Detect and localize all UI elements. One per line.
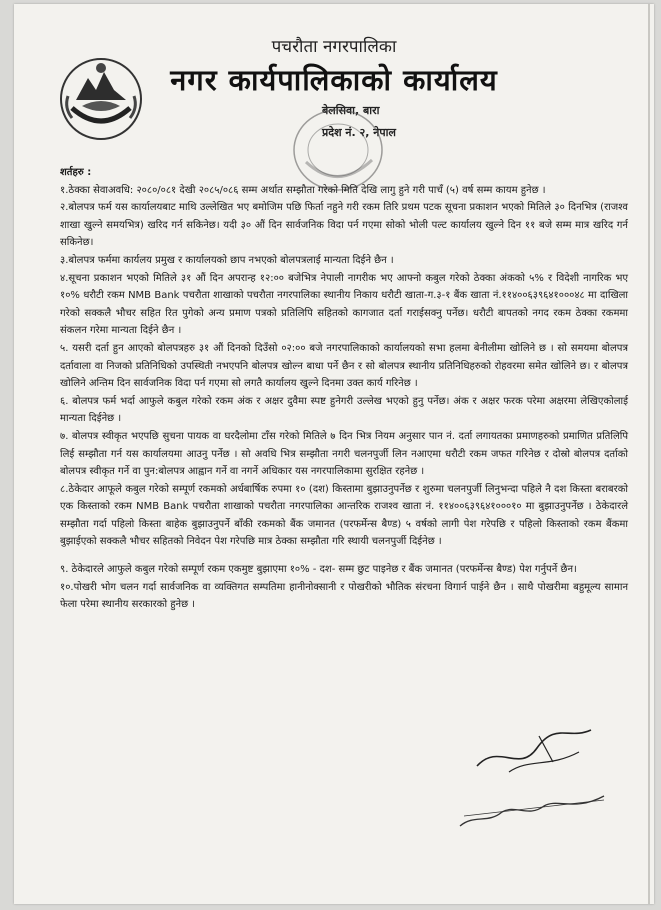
term-item-4: ४.सूचना प्रकाशन भएको मितिले ३१ औं दिन अपरान्ह १२:०० बजेभित्र नेपाली नागरीक भए आफ्नो कबुल गरेको ठेक्का अंकको ५% र विदेशी नागरिक भए १०% धरौटी रकम NMB Bank पचरौता शाखाको पचरौता नगरपालिका स्थानीय निकाय धरौटी खाता-ग.३-१ बैंक खाता नं.११४००६३९६४१०००४८ मा दाखिला गरेको सक्कलै भौचर सहित रित पुगेको अन्य प्रमाण पत्रको प्रतिलिपि सहितको कागजात दर्ता गराईसक्नु पर्नेछ। धरौटी बापतको नगद रकम ठेक्का रकममा संकलन गरेमा मान्यता दिईने छैन । (60, 272, 628, 337)
address-line-1: बेलसिवा, बारा (322, 104, 380, 117)
document-page (14, 4, 654, 904)
terms-heading: शर्तहरु : (60, 167, 92, 178)
term-item-10: १०.पोखरी भोग चलन गर्दा सार्वजनिक वा व्यक्तिगत सम्पतिमा हानीनोक्सानी र पोखरीको भौतिक संरचना विगार्न पाईने छैन । साथै पोखरीमा बहुमूल्य सामान फेला परेमा स्थानीय सरकारको हुनेछ । (60, 581, 628, 611)
signature-image (469, 722, 599, 782)
page-fold (648, 4, 650, 904)
terms-section (60, 164, 628, 614)
signatory-handwriting (454, 786, 614, 834)
term-item-6: ६. बोलपत्र फर्म भर्दा आफुले कबुल गरेको रकम अंक र अक्षर दुवैमा स्पष्ट हुनेगरी उल्लेख भएको हुनु पर्नेछ। अंक र अक्षर फरक परेमा अक्षरमा लेखिएकोलाई मान्यता दिईनेछ । (60, 395, 628, 425)
term-item-7: ७. बोलपत्र स्वीकृत भएपछि सुचना पायक वा घरदैलोमा टाँस गरेको मितिले ७ दिन भित्र नियम अनुसार पान नं. दर्ता लगायतका प्रमाणहरुको प्रमाणित प्रतिलिपि लिई सम्झौता गर्न यस कार्यालयमा आउनु पर्नेछ । सो अवधि भित्र सम्झौता नगरी चलनपुर्जी लिन नआएमा धरौटी रकम जफत गरिनेछ र दोस्रो बोलपत्र दर्ताको बोलपत्र स्वीकृत गर्ने वा पुन:बोलपत्र आह्वान गर्ने वा नगर्ने अधिकार यस नगरपालिकामा सुरक्षित रहनेछ । (60, 430, 628, 478)
org-name: पचरौता नगरपालिका (271, 37, 397, 57)
term-item-1: १.ठेक्का सेवाअवधि: २०८०/०८१ देखी २०८५/०८६ सम्म अर्थात सम्झौता गरेको मिति देखि लागु हुने गरी पाचँ (५) वर्ष सम्म कायम हुनेछ । (60, 184, 546, 196)
term-item-2: २.बोलपत्र फर्म यस कार्यालयबाट माथि उल्लेखित भए बमोजिम पछि फिर्ता नहुने गरी रकम तिरि प्रथम पटक सूचना प्रकाशन भएको मितिले ३० दिनभित्र (राजश्व शाखा खुल्ने समयभित्र) खरिद गर्न सकिनेछ। यदी ३० औं दिन सार्वजनिक विदा पर्न गएमा सोको भोली पल्ट कार्यालय खुल्ने दिन ११ बजे सम्म मात्र खरिद गर्न सकिनेछ। (60, 202, 628, 249)
term-item-5: ५. यसरी दर्ता हुन आएको बोलपत्रहरु ३१ औं दिनको दिउँसो ०२:०० बजे नगरपालिकाको कार्यालयको सभा हलमा बेनीलीमा खोलिने छ । सो समयमा बोलपत्र दर्तावाला वा निजको प्रतिनिधिको उपस्थिती नभएपनि बोलपत्र खोल्न बाधा पर्ने छैन र सो बोलपत्र स्थानीय प्रतिनिधिहरुको रोहवरमा समेत खोलिने छ। र बोलपत्र खोलिने अन्तिम दिन सार्वजनिक विदा पर्न गएमा सो लगतै कार्यालय खुल्ने दिनमा उक्त कार्य गरिनेछ । (60, 342, 628, 390)
address-line-2: प्रदेश नं. २, नेपाल (322, 126, 396, 139)
term-item-3: ३.बोलपत्र फर्ममा कार्यलय प्रमुख र कार्यालयको छाप नभएको बोलपत्रलाई मान्यता दिईने छैन । (60, 254, 394, 266)
office-name: नगर कार्यपालिकाको कार्यालय (170, 63, 498, 97)
term-item-9: ९. ठेकेदारले आफुले कबुल गरेको सम्पूर्ण रकम एकमुष्ट बुझाएमा १०% - दश- सम्म छुट पाइनेछ र बैंक जमानत (परफर्मेन्स बैण्ड) पेश गर्नुपर्ने छैन। (60, 564, 577, 576)
term-item-8: ८.ठेकेदार आफूले कबुल गरेको सम्पूर्ण रकमको अर्धबार्षिक रुपमा १० (दश) किस्तामा बुझाउनुपर्नेछ र शुरुमा चलनपुर्जी लिनुभन्दा पहिले नै दश किस्ता बराबरको एक किस्ताको रकम NMB Bank पचरौता शाखाको पचरौता नगरपालिका आन्तरिक राजश्व खाता नं. ११४००६३९६४१०००१० मा बुझाउनुपर्नेछ । ठेकेदारले सम्झौता गर्दा पहिलो किस्ता बाहेक बुझाउनुपर्ने बाँकी रकमको बैंक जमानत (परफर्मेन्स बैण्ड) ५ वर्षको लागी पेश गरेपछि र पहिलो किस्ताको रकम बैंकमा बुझाईएको सक्कलै भौचर सहितको निवेदन पेश गरेपछि मात्र ठेक्का सम्झौता गरि स्थायी चलनपुर्जी दिईनेछ । (60, 483, 628, 548)
